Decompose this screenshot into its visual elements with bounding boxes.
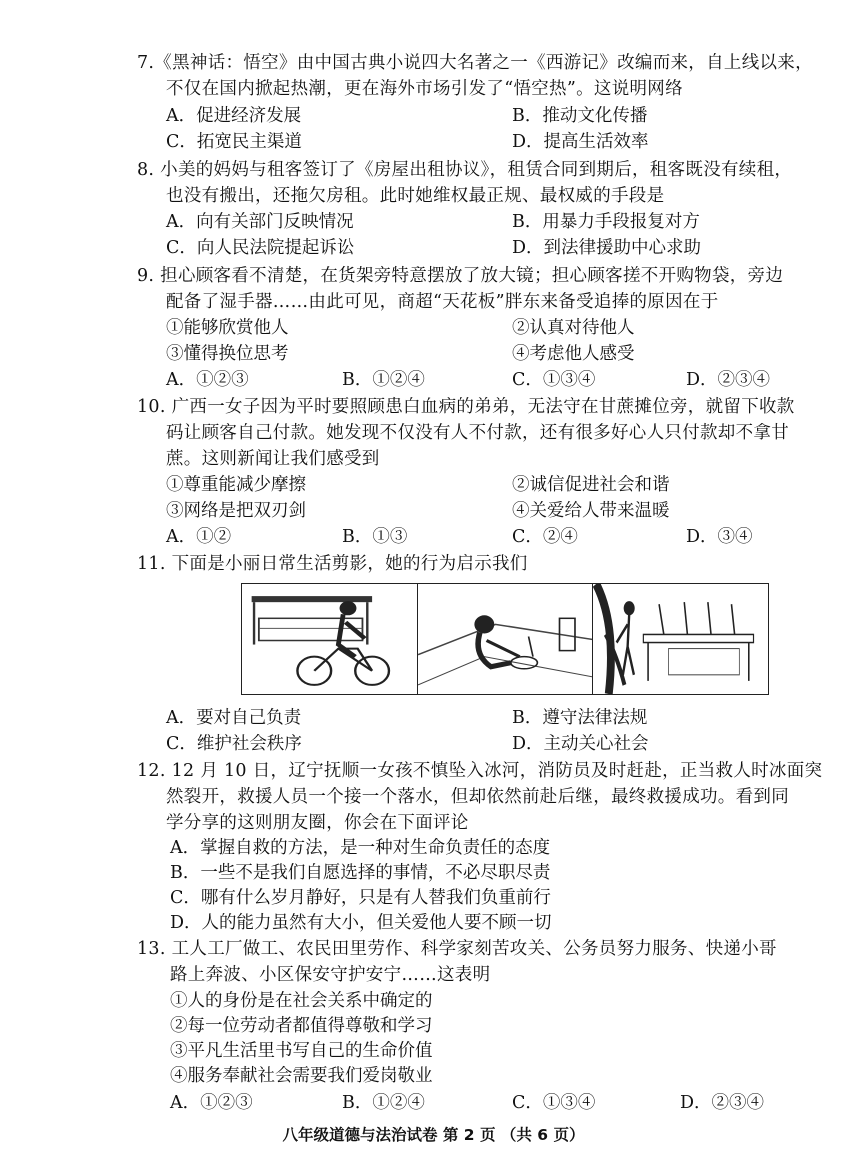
question-11-option-c: C．维护社会秩序 <box>166 734 302 754</box>
question-9-line-2: 配备了湿手器……由此可见，商超“天花板”胖东来备受追捧的原因在于 <box>166 292 719 312</box>
question-10-option-a: A．①② <box>166 527 232 547</box>
question-8-line-1: 8. 小美的妈妈与租客签订了《房屋出租协议》，租赁合同到期后，租客既没有续租， <box>137 160 793 180</box>
question-10-option-d: D．③④ <box>686 527 753 547</box>
question-12-line-1: 12. 12 月 10 日，辽宁抚顺一女孩不慎坠入冰河，消防员及时赶赴，正当救人时冰面突 <box>137 761 823 781</box>
question-13-line-1: 13. 工人工厂做工、农民田里劳作、科学家刻苦攻关、公务员努力服务、快递小哥 <box>137 939 777 959</box>
question-9-item-2: ②认真对待他人 <box>512 318 635 338</box>
question-9-item-4: ④考虑他人感受 <box>512 344 635 364</box>
question-13-option-a: A．①②③ <box>170 1093 253 1113</box>
question-12-option-a: A．掌握自救的方法，是一种对生命负责任的态度 <box>170 838 551 858</box>
page-footer: 八年级道德与法治试卷 第 2 页 （共 6 页） <box>282 1126 585 1144</box>
question-8-line-2: 也没有搬出，还拖欠房租。此时她维权最正规、最权威的手段是 <box>166 186 665 206</box>
question-10-line-2: 码让顾客自己付款。她发现不仅没有人不付款，还有很多好心人只付款却不拿甘 <box>166 423 789 443</box>
question-9-option-d: D．②③④ <box>686 370 771 390</box>
question-8-option-b: B．用暴力手段报复对方 <box>512 212 700 232</box>
question-9-option-c: C．①③④ <box>512 370 596 390</box>
question-7-option-c: C．拓宽民主渠道 <box>166 132 302 152</box>
question-10-item-2: ②诚信促进社会和谐 <box>512 475 670 495</box>
question-13-item-3: ③平凡生活里书写自己的生命价值 <box>170 1041 433 1061</box>
question-13-item-2: ②每一位劳动者都值得尊敬和学习 <box>170 1016 433 1036</box>
question-10-option-b: B．①③ <box>342 527 408 547</box>
question-10-item-4: ④关爱给人带来温暖 <box>512 501 670 521</box>
question-13-item-4: ④服务奉献社会需要我们爱岗敬业 <box>170 1066 433 1086</box>
question-13-item-1: ①人的身份是在社会关系中确定的 <box>170 991 433 1011</box>
question-11-line-1: 11. 下面是小丽日常生活剪影，她的行为启示我们 <box>137 554 528 574</box>
question-13-option-d: D．②③④ <box>680 1093 765 1113</box>
question-9-line-1: 9. 担心顾客看不清楚，在货架旁特意摆放了放大镜；担心顾客搓不开购物袋，旁边 <box>137 266 784 286</box>
question-13-option-c: C．①③④ <box>512 1093 596 1113</box>
cleaning-illustration <box>418 584 594 694</box>
question-11-option-d: D．主动关心社会 <box>512 734 649 754</box>
question-13-option-b: B．①②④ <box>342 1093 425 1113</box>
question-13-line-2: 路上奔波、小区保安守护安宁……这表明 <box>170 965 491 985</box>
question-7-option-b: B．推动文化传播 <box>512 106 648 126</box>
daily-life-illustration-strip <box>241 583 769 695</box>
question-12-option-b: B．一些不是我们自愿选择的事情，不必尽职尽责 <box>170 863 551 883</box>
question-9-item-3: ③懂得换位思考 <box>166 344 289 364</box>
question-10-item-3: ③网络是把双刃剑 <box>166 501 306 521</box>
question-12-option-c: C．哪有什么岁月静好，只是有人替我们负重前行 <box>170 888 551 908</box>
question-8-option-d: D．到法律援助中心求助 <box>512 238 702 258</box>
question-10-option-c: C．②④ <box>512 527 578 547</box>
question-12-option-d: D．人的能力虽然有大小，但关爱他人要不顾一切 <box>170 913 552 933</box>
question-9-option-b: B．①②④ <box>342 370 425 390</box>
question-11-option-b: B．遵守法律法规 <box>512 708 648 728</box>
question-7-option-a: A．促进经济发展 <box>166 106 302 126</box>
question-10-line-1: 10. 广西一女子因为平时要照顾患白血病的弟弟，无法守在甘蔗摊位旁，就留下收款 <box>137 397 795 417</box>
question-12-line-3: 学分享的这则朋友圈，你会在下面评论 <box>166 813 469 833</box>
question-7-line-1: 7.《黑神话：悟空》由中国古典小说四大名著之一《西游记》改编而来，自上线以来， <box>137 53 813 73</box>
question-10-line-3: 蔗。这则新闻让我们感受到 <box>166 449 380 469</box>
volunteering-illustration <box>593 584 768 694</box>
cycling-illustration <box>242 584 418 694</box>
question-11-option-a: A．要对自己负责 <box>166 708 302 728</box>
question-10-item-1: ①尊重能减少摩擦 <box>166 475 306 495</box>
question-8-option-a: A．向有关部门反映情况 <box>166 212 354 232</box>
question-9-option-a: A．①②③ <box>166 370 249 390</box>
question-9-item-1: ①能够欣赏他人 <box>166 318 289 338</box>
question-8-option-c: C．向人民法院提起诉讼 <box>166 238 355 258</box>
question-7-option-d: D．提高生活效率 <box>512 132 649 152</box>
question-12-line-2: 然裂开，救援人员一个接一个落水，但却依然前赴后继，最终救援成功。看到同 <box>166 787 789 807</box>
question-7-line-2: 不仅在国内掀起热潮，更在海外市场引发了“悟空热”。这说明网络 <box>166 79 683 99</box>
